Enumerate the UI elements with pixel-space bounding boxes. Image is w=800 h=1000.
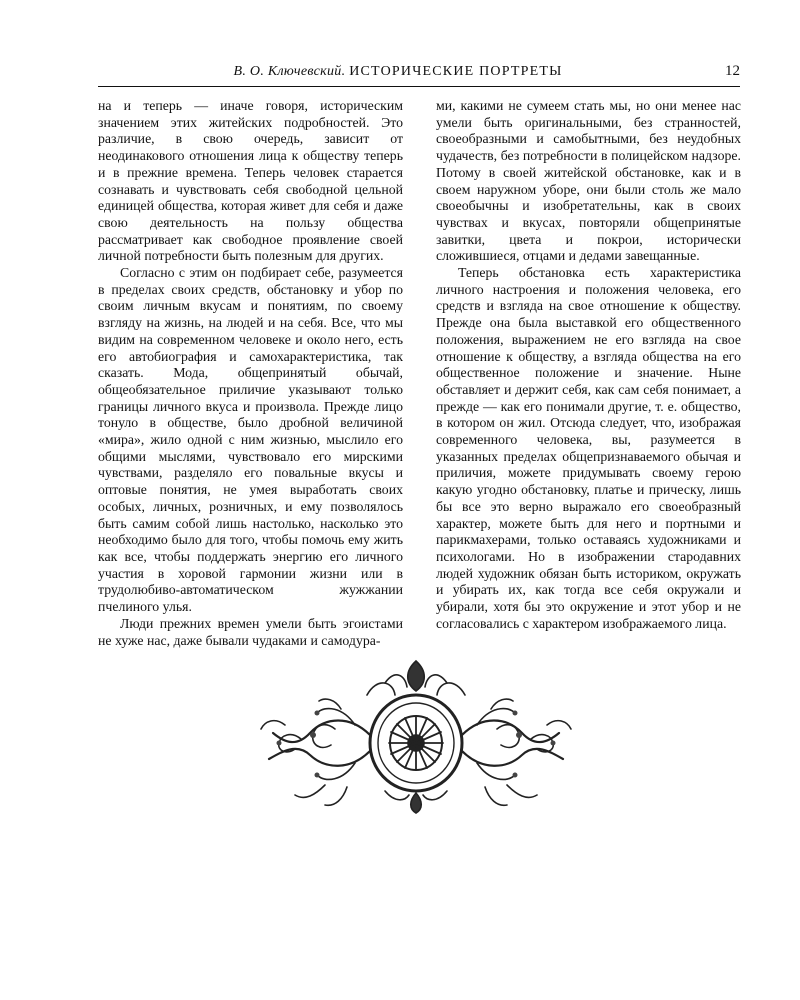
right-column xyxy=(436,98,741,633)
right-paragraph-2: Теперь обстановка есть характеристика личного настроения и положения человека, его средств и взгляда на свое отношение к обществу. Прежде она была выставкой его общественного положения, выражением не его взгляда на свое отношение к обществу, а взгляда общества на его общественное положение и значение. Ныне обставляет и держит себя, как сам себя понимает, а прежде — как его понимали другие, т. е. общество, в котором он жил. Отсюда следует, что, изображая современного человека, вы, разумеется в указанных пределах общепризнаваемого обычая и приличия, можете придумывать своему герою какую угодно обстановку, платье и прическу, лишь бы все это верно выражало его своеобразный характер, можете быть для него и портными и парикмахерами, только оставаясь художниками и психологами. Но в изображении стародавних людей художник обязан быть историком, окружать и убирать их, как тогда все себя окружали и убирали, хотя бы это окружение и этот убор и не согласовались с характером изображаемого лица. xyxy=(436,265,741,631)
decorative-ornament-icon xyxy=(255,655,577,815)
header-rule xyxy=(98,86,740,87)
left-paragraph-1: на и теперь — иначе говоря, историческим значением этих житейских подробностей. Это различие, в свою очередь, зависит от неодинакового отношения лица к обществу теперь и в прежние времена. Теперь человек старается сознавать и чувствовать себя свободной цельной единицей общества, которая живет для себя и даже свою деятельность на пользу общества рассматривает как свободное проявление своей личной потребности быть полезным для других. xyxy=(98,98,403,264)
left-paragraph-2: Согласно с этим он подбирает себе, разумеется в пределах своих средств, обстановку и убор по своим личным вкусам и понятиям, по своему взгляду на жизнь, на людей и на себя. Все, что мы видим на современном человеке и около него, есть его автобиография и самохарактеристика, так сказать. Мода, общепринятый обычай, общеобязательное приличие указывают только границы личного вкуса и произвола. Прежде лицо тонуло в обществе, было дробной величиной «мира», жило одной с ним жизнью, мыслило его общими мыслями, чувствовало его мирскими чувствами, разделяло его повальные вкусы и оптовые понятия, не умея выработать своих особых, личных, розничных, и ему позволялось быть самим собой лишь настолько, насколько это необходимо было для того, чтобы помочь ему жить как все, чтобы поддержать энергию его личного участия в хоровой гармонии жизни или в трудолюбиво-автоматическом жужжании пчелиного улья. xyxy=(98,265,403,615)
left-column xyxy=(98,98,403,649)
running-title xyxy=(98,64,698,80)
page-number: 12 xyxy=(725,63,740,79)
right-paragraph-1: ми, какими не сумеем стать мы, но они менее нас умели быть оригинальными, без странностей, своеобразными и самобытными, без неудобных чудачеств, без потребности в полицейском надзоре. Потому в своей житейской обстановке, как и в своем наружном уборе, они были столь же мало своеобычны и изобретательны, как в своих чувствах и вкусах, повторяли общепринятые завитки, цвета и покрои, исторически сложившиеся, отцами и дедами завещанные. xyxy=(436,98,741,264)
author-name: В. О. Ключевский. xyxy=(233,64,346,79)
left-paragraph-3: Люди прежних времен умели быть эгоистами не хуже нас, даже бывали чудаками и самодура- xyxy=(98,615,403,648)
work-title: ИСТОРИЧЕСКИЕ ПОРТРЕТЫ xyxy=(349,64,563,79)
running-header xyxy=(98,62,740,86)
